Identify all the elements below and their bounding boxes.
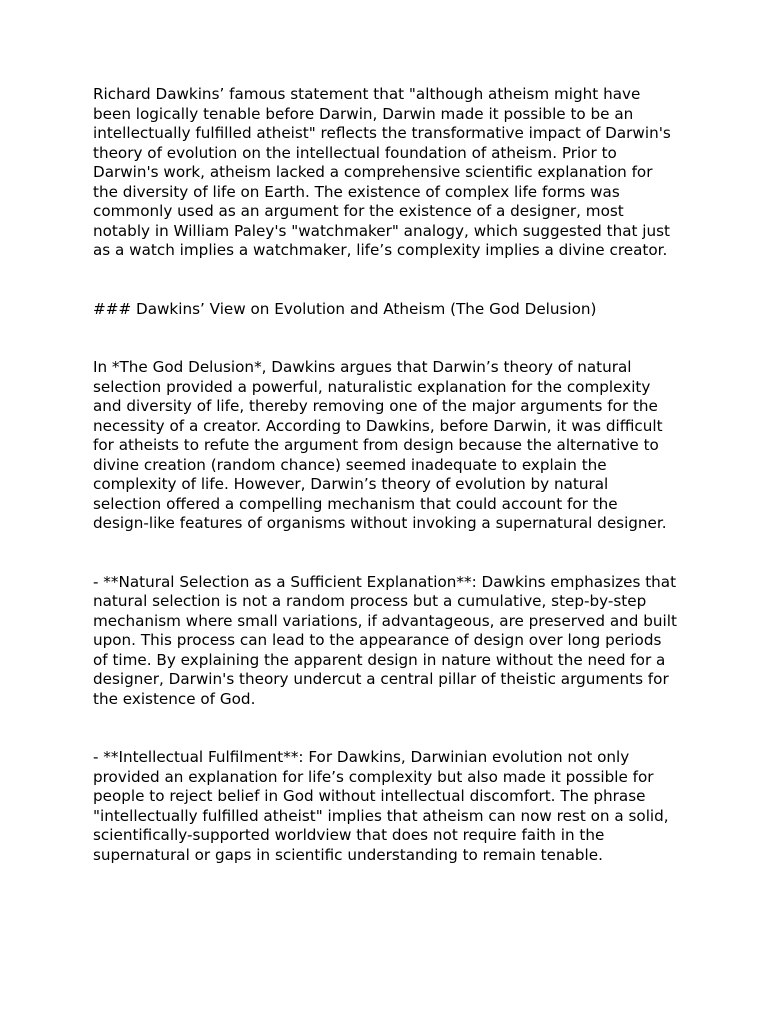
section-heading: ### Dawkins’ View on Evolution and Atheism (The God Delusion) [93, 299, 597, 318]
document-page [93, 85, 678, 865]
god-delusion-paragraph: In *The God Delusion*, Dawkins argues that Darwin’s theory of natural selection provided a powerful, naturalistic explanation for the complexity and diversity of life, thereby removing one of the major arguments for the necessity of a creator. According to Dawkins, before Darwin, it was difficult for atheists to refute the argument from design because the alternative to divine creation (random chance) seemed inadequate to explain the complexity of life. However, Darwin’s theory of evolution by natural selection offered a compelling mechanism that could account for the design-like features of organisms without invoking a supernatural designer. [93, 358, 667, 532]
natural-selection-bullet: - **Natural Selection as a Sufficient Explanation**: Dawkins emphasizes that natural selection is not a random process but a cumulative, step-by-step mechanism where small variations, if advantageous, are preserved and built upon. This process can lead to the appearance of design over long periods of time. By explaining the apparent design in nature without the need for a designer, Darwin's theory undercut a central pillar of theistic arguments for the existence of God. [93, 572, 677, 708]
paragraph-spacer [93, 319, 678, 358]
paragraph-spacer [93, 261, 678, 300]
intro-paragraph: Richard Dawkins’ famous statement that "although atheism might have been logically tenable before Darwin, Darwin made it possible to be an intellectually fulfilled atheist" reflects the transformative impact of Darwin's theory of evolution on the intellectual foundation of atheism. Prior to Darwin's work, atheism lacked a comprehensive scientific explanation for the diversity of life on Earth. The existence of complex life forms was commonly used as an argument for the existence of a designer, most notably in William Paley's "watchmaker" analogy, which suggested that just as a watch implies a watchmaker, life’s complexity implies a divine creator. [93, 85, 671, 259]
paragraph-spacer [93, 534, 678, 573]
intellectual-fulfilment-bullet: - **Intellectual Fulfilment**: For Dawkins, Darwinian evolution not only provided an explanation for life’s complexity but also made it possible for people to reject belief in God without intellectual discomfort. The phrase "intellectually fulfilled atheist" implies that atheism can now rest on a solid, scientifically-supported worldview that does not require faith in the supernatural or gaps in scientific understanding to remain tenable. [93, 748, 669, 864]
paragraph-spacer [93, 709, 678, 748]
